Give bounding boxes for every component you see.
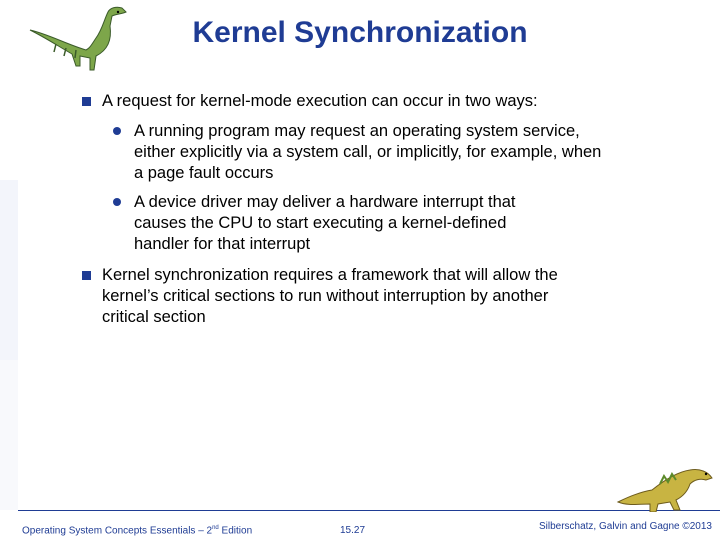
footer-book-title: Operating System Concepts Essentials – 2nd Edition xyxy=(22,525,253,537)
footer-copyright: Silberschatz, Galvin and Gagne ©2013 xyxy=(538,521,712,532)
dinosaur-footer-icon xyxy=(610,462,716,512)
round-bullet-icon xyxy=(113,198,121,206)
bullet-2-text: Kernel synchronization requires a framework that will allow the kernel’s critical sections to run without interruption by another critical section xyxy=(102,266,558,326)
bullet-1-text: A request for kernel-mode execution can occur in two ways: xyxy=(102,92,538,110)
left-accent-bar-lower xyxy=(0,360,18,510)
round-bullet-icon xyxy=(113,127,121,135)
slide-title: Kernel Synchronization xyxy=(192,16,528,49)
sub-bullet-2-text: A device driver may deliver a hardware interrupt that causes the CPU to start executing a kernel-defined handler for that interrupt xyxy=(134,193,516,253)
footer-page-number: 15.27 xyxy=(340,525,366,536)
square-bullet-icon xyxy=(82,97,91,106)
left-accent-bar xyxy=(0,180,18,360)
sub-bullet-1-text: A running program may request an operating system service, either explicitly via a system call, or implicitly, for example, when a page fault occurs xyxy=(134,122,602,182)
square-bullet-icon xyxy=(82,271,91,280)
